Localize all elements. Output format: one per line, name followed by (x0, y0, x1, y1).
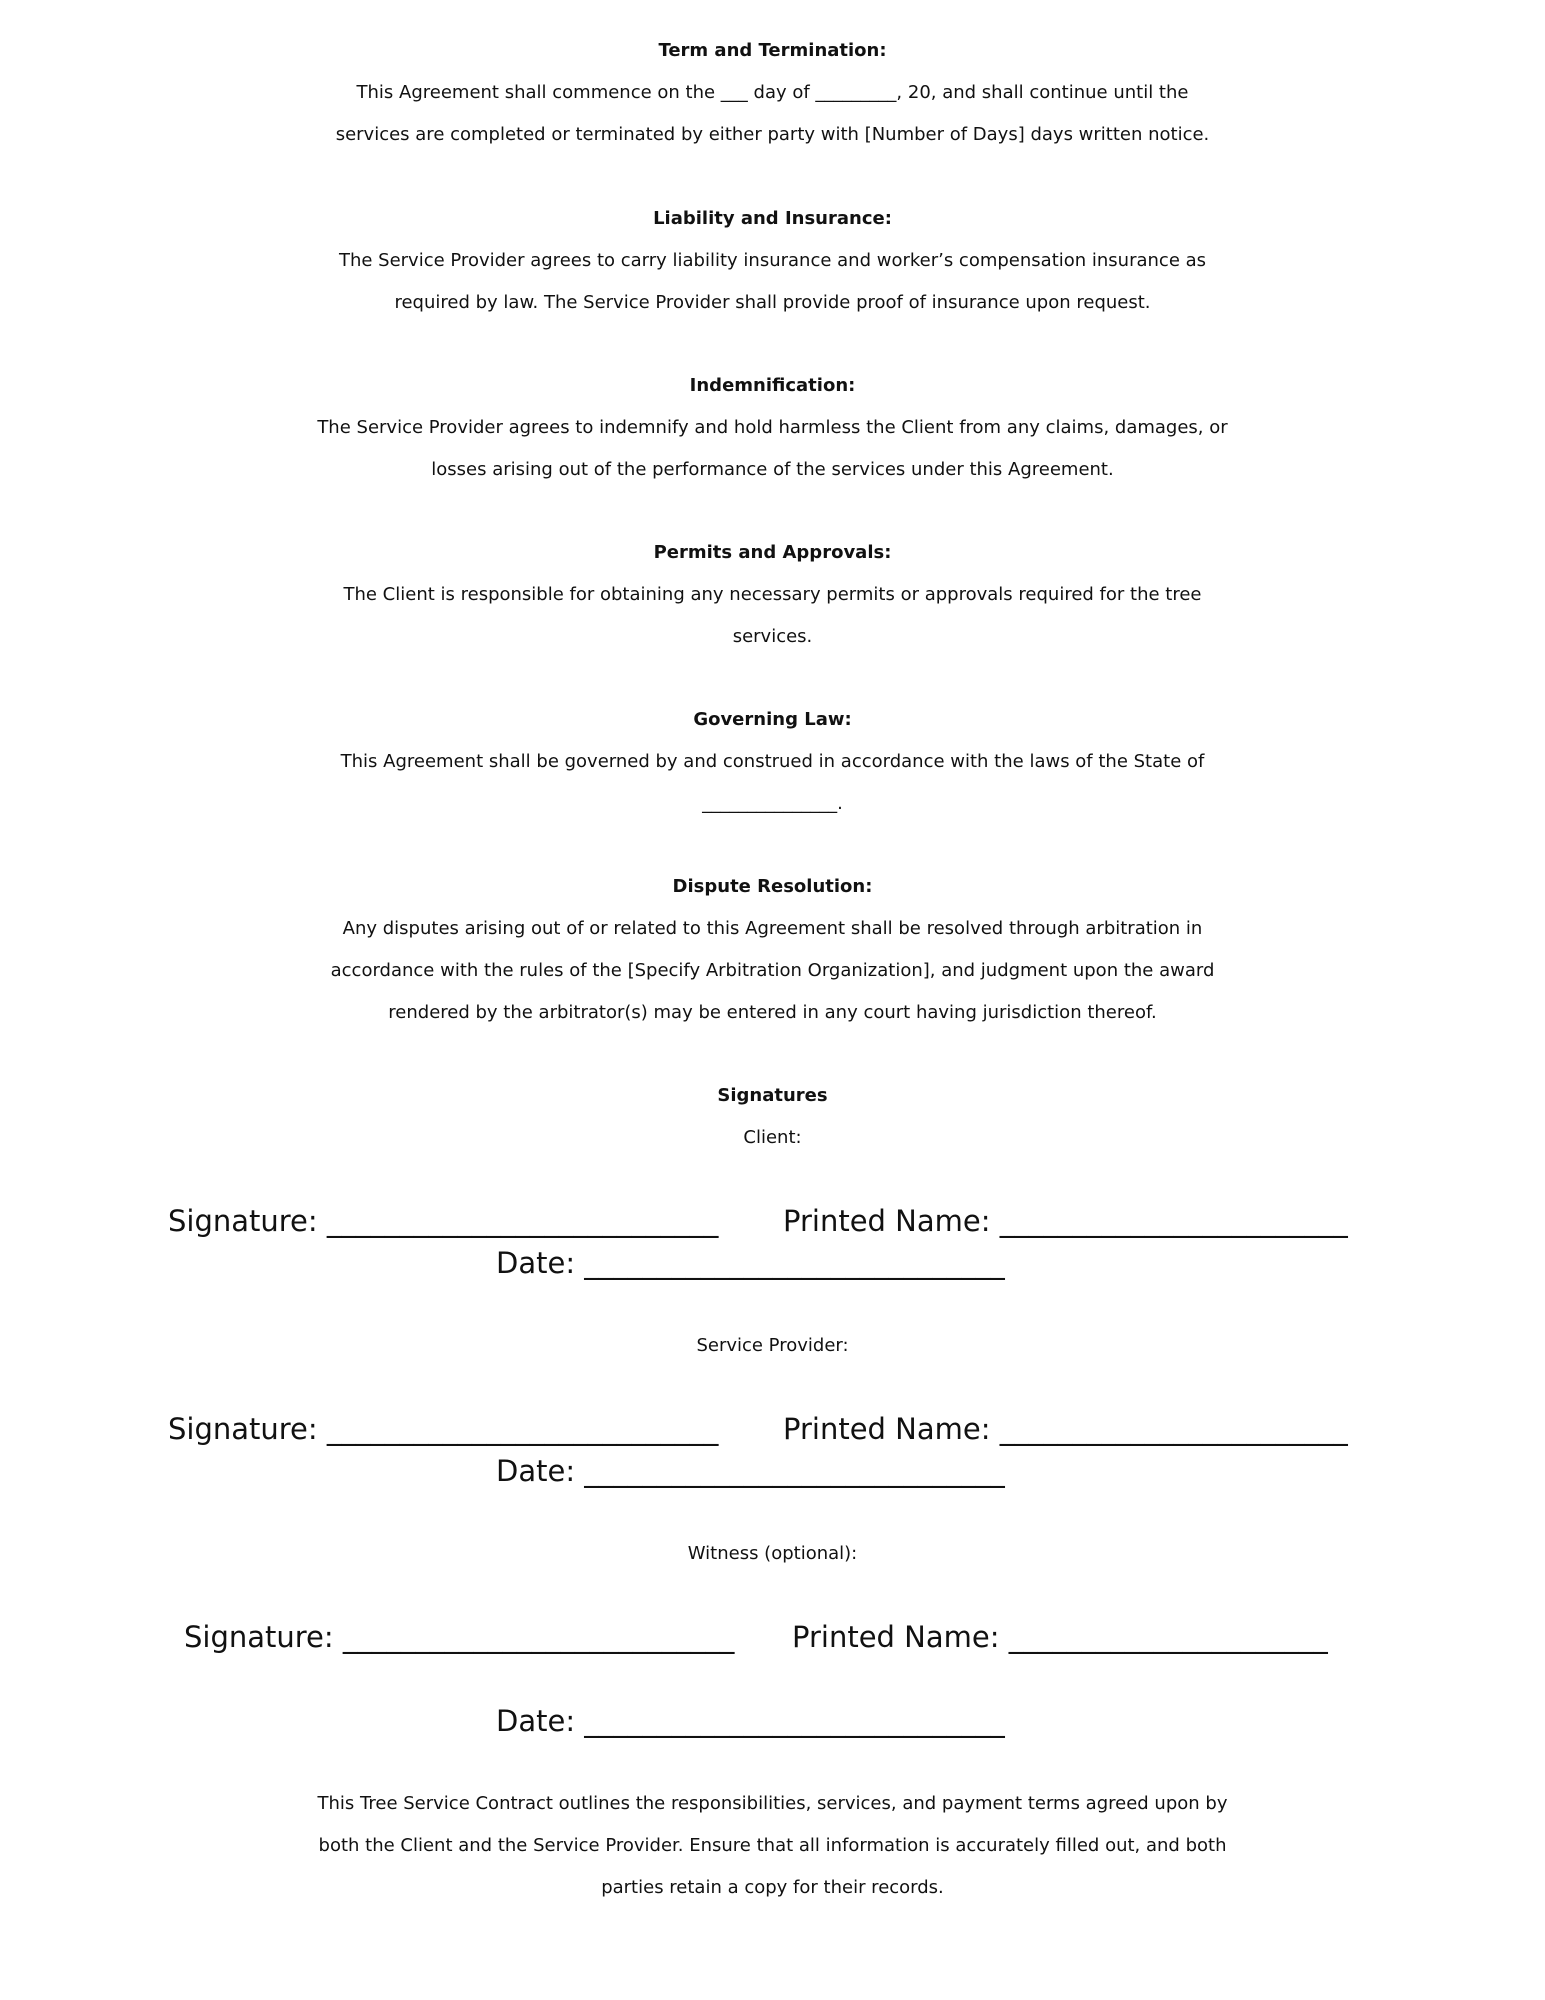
signatures-heading: Signatures (717, 1085, 828, 1106)
section-text-dispute-line-3: rendered by the arbitrator(s) may be entered in any court having jurisdiction thereof. (388, 1002, 1157, 1023)
client-date-field[interactable]: Date: _____________________________ (496, 1246, 1005, 1280)
provider-printed-name-field[interactable]: Printed Name: ________________________ (783, 1412, 1348, 1446)
section-heading-permits: Permits and Approvals: (653, 542, 892, 563)
witness-signature-field[interactable]: Signature: ___________________________ (184, 1620, 735, 1654)
section-text-permits-line-1: The Client is responsible for obtaining any necessary permits or approvals required for the tree (343, 584, 1202, 605)
section-heading-liability: Liability and Insurance: (653, 208, 892, 229)
section-text-term-line-1: This Agreement shall commence on the ___ day of _________, 20, and shall continue until the (356, 82, 1189, 103)
section-text-indemnification-line-1: The Service Provider agrees to indemnify and hold harmless the Client from any claims, damages, or (317, 417, 1228, 438)
witness-printed-name-field[interactable]: Printed Name: ______________________ (792, 1620, 1328, 1654)
client-signature-field[interactable]: Signature: ___________________________ (168, 1204, 719, 1238)
section-heading-governing-law: Governing Law: (693, 709, 852, 730)
witness-label: Witness (optional): (687, 1543, 858, 1564)
section-text-governing-law-line-2: _______________. (702, 793, 843, 814)
provider-signature-field[interactable]: Signature: ___________________________ (168, 1412, 719, 1446)
footer-text-line-3: parties retain a copy for their records. (601, 1877, 944, 1898)
section-text-liability-line-2: required by law. The Service Provider shall provide proof of insurance upon request. (394, 292, 1151, 313)
section-text-dispute-line-2: accordance with the rules of the [Specify Arbitration Organization], and judgment upon the award (330, 960, 1215, 981)
witness-date-field[interactable]: Date: _____________________________ (496, 1704, 1005, 1738)
client-printed-name-field[interactable]: Printed Name: ________________________ (783, 1204, 1348, 1238)
footer-text-line-1: This Tree Service Contract outlines the responsibilities, services, and payment terms agreed upon by (317, 1793, 1228, 1814)
section-text-liability-line-1: The Service Provider agrees to carry liability insurance and worker’s compensation insurance as (338, 250, 1207, 271)
service-provider-label: Service Provider: (696, 1335, 849, 1356)
section-heading-term: Term and Termination: (658, 40, 887, 61)
footer-text-line-2: both the Client and the Service Provider. Ensure that all information is accurately filled out, and both (318, 1835, 1227, 1856)
section-text-governing-law-line-1: This Agreement shall be governed by and construed in accordance with the laws of the State of (340, 751, 1205, 772)
section-text-permits-line-2: services. (732, 626, 813, 647)
section-text-term-line-2: services are completed or terminated by either party with [Number of Days] days written notice. (335, 124, 1210, 145)
section-text-indemnification-line-2: losses arising out of the performance of the services under this Agreement. (431, 459, 1114, 480)
section-heading-dispute: Dispute Resolution: (672, 876, 873, 897)
provider-date-field[interactable]: Date: _____________________________ (496, 1454, 1005, 1488)
section-text-dispute-line-1: Any disputes arising out of or related to this Agreement shall be resolved through arbitration in (342, 918, 1203, 939)
section-heading-indemnification: Indemnification: (689, 375, 856, 396)
client-label: Client: (743, 1127, 802, 1148)
